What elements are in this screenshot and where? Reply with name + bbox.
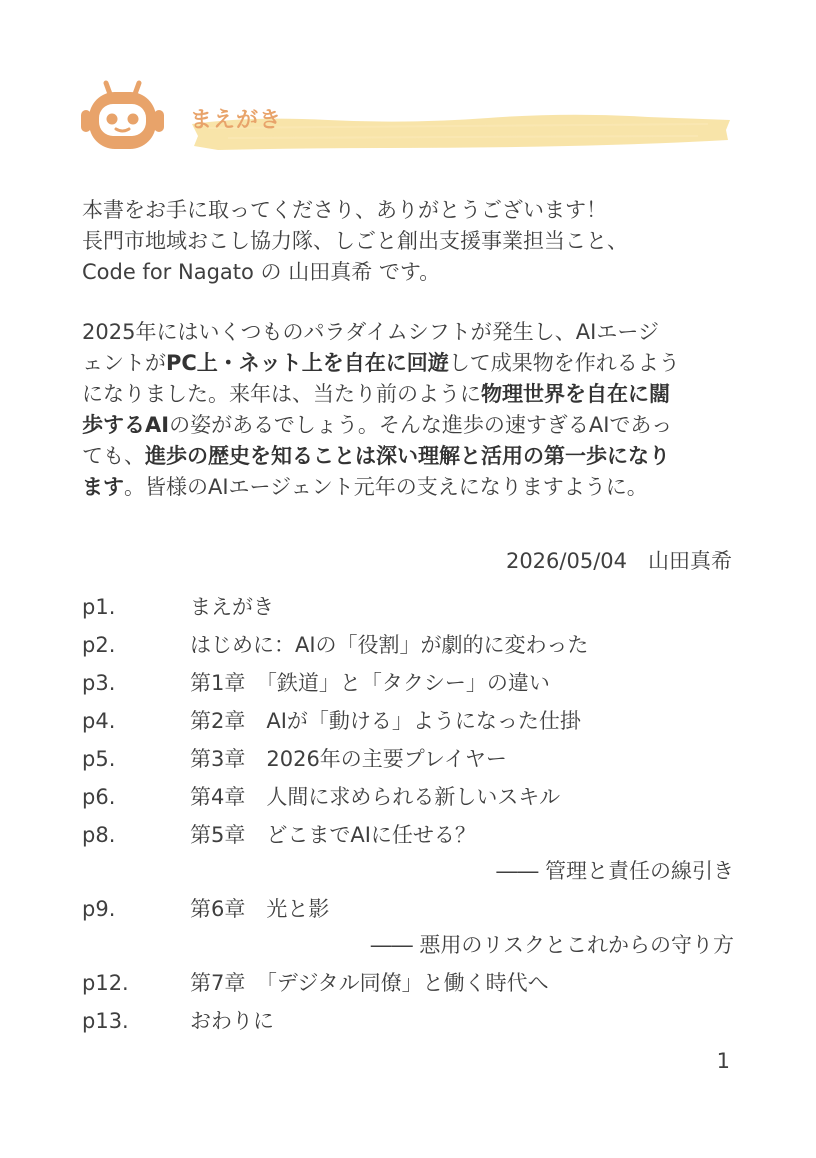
page-number: 1 <box>716 1049 730 1073</box>
toc-item[interactable] <box>82 668 734 706</box>
toc-subtitle: ―― 悪用のリスクとこれからの守り方 <box>370 933 734 957</box>
main-line <box>82 441 742 472</box>
toc-title: まえがき <box>190 595 274 619</box>
toc-item[interactable] <box>82 782 734 820</box>
toc-page-number: p5. <box>82 747 116 771</box>
toc-title: 第5章 どこまでAIに任せる？ <box>190 823 476 847</box>
text-span: になりました。来年は、当たり前のように <box>82 382 481 406</box>
text-span: ても、 <box>82 444 145 468</box>
intro-line: 本書をお手に取ってくださり、ありがとうございます！ <box>82 198 607 222</box>
toc-title: 第7章 「デジタル同僚」と働く時代へ <box>190 971 549 995</box>
toc-title: 第4章 人間に求められる新しいスキル <box>190 785 561 809</box>
toc-item[interactable] <box>82 968 734 1006</box>
section-header <box>80 80 740 155</box>
toc-page-number: p8. <box>82 823 116 847</box>
emphasis-text: 進歩の歴史を知ることは深い理解と活用の第一歩になり <box>145 444 670 468</box>
toc-page-number: p3. <box>82 671 116 695</box>
main-line <box>82 317 742 348</box>
emphasis-text: PC上・ネット上を自在に回遊 <box>166 351 449 375</box>
toc-item[interactable] <box>82 592 734 630</box>
toc-subtitle: ―― 管理と責任の線引き <box>496 859 734 883</box>
toc-item[interactable] <box>82 744 734 782</box>
toc-page-number: p13. <box>82 1009 129 1033</box>
emphasis-text: 歩するAI <box>82 413 170 437</box>
toc-page-number: p9. <box>82 897 116 921</box>
toc-title: 第3章 2026年の主要プレイヤー <box>190 747 507 771</box>
main-line <box>82 379 742 410</box>
toc-item[interactable] <box>82 820 734 894</box>
main-paragraph <box>82 317 742 503</box>
text-span: して成果物を作れるよう <box>448 351 680 375</box>
toc-title: おわりに <box>190 1009 274 1033</box>
toc-item[interactable] <box>82 630 734 668</box>
toc-title: 第1章 「鉄道」と「タクシー」の違い <box>190 671 550 695</box>
intro-paragraph <box>82 195 742 288</box>
intro-line: Code for Nagato の 山田真希 です。 <box>82 260 441 284</box>
toc-page-number: p4. <box>82 709 116 733</box>
main-line <box>82 410 742 441</box>
section-title: まえがき <box>190 108 283 133</box>
toc-item[interactable] <box>82 894 734 968</box>
text-span: 2025年にはいくつものパラダイムシフトが発生し、AIエージ <box>82 320 659 344</box>
emphasis-text: ます <box>82 475 124 499</box>
text-span: の姿があるでしょう。そんな進歩の速すぎるAIであっ <box>169 413 673 437</box>
date-signature: 2026/05/04 山田真希 <box>505 549 732 573</box>
robot-icon <box>80 80 165 152</box>
toc-page-number: p12. <box>82 971 129 995</box>
toc-title: 第2章 AIが「動ける」ようになった仕掛 <box>190 709 581 733</box>
toc-page-number: p2. <box>82 633 116 657</box>
emphasis-text: 物理世界を自在に闊 <box>481 382 670 406</box>
toc-item[interactable] <box>82 706 734 744</box>
intro-line: 長門市地域おこし協力隊、しごと創出支援事業担当こと、 <box>82 229 628 253</box>
main-line <box>82 348 742 379</box>
toc-item[interactable] <box>82 1006 734 1044</box>
toc-page-number: p1. <box>82 595 116 619</box>
toc-title: 第6章 光と影 <box>190 897 330 921</box>
text-span: 。皆様のAIエージェント元年の支えになりますように。 <box>124 475 648 499</box>
main-line <box>82 472 742 503</box>
toc-page-number: p6. <box>82 785 116 809</box>
table-of-contents <box>82 592 734 1044</box>
text-span: ェントが <box>82 351 166 375</box>
toc-title: はじめに：AIの「役割」が劇的に変わった <box>190 633 589 657</box>
